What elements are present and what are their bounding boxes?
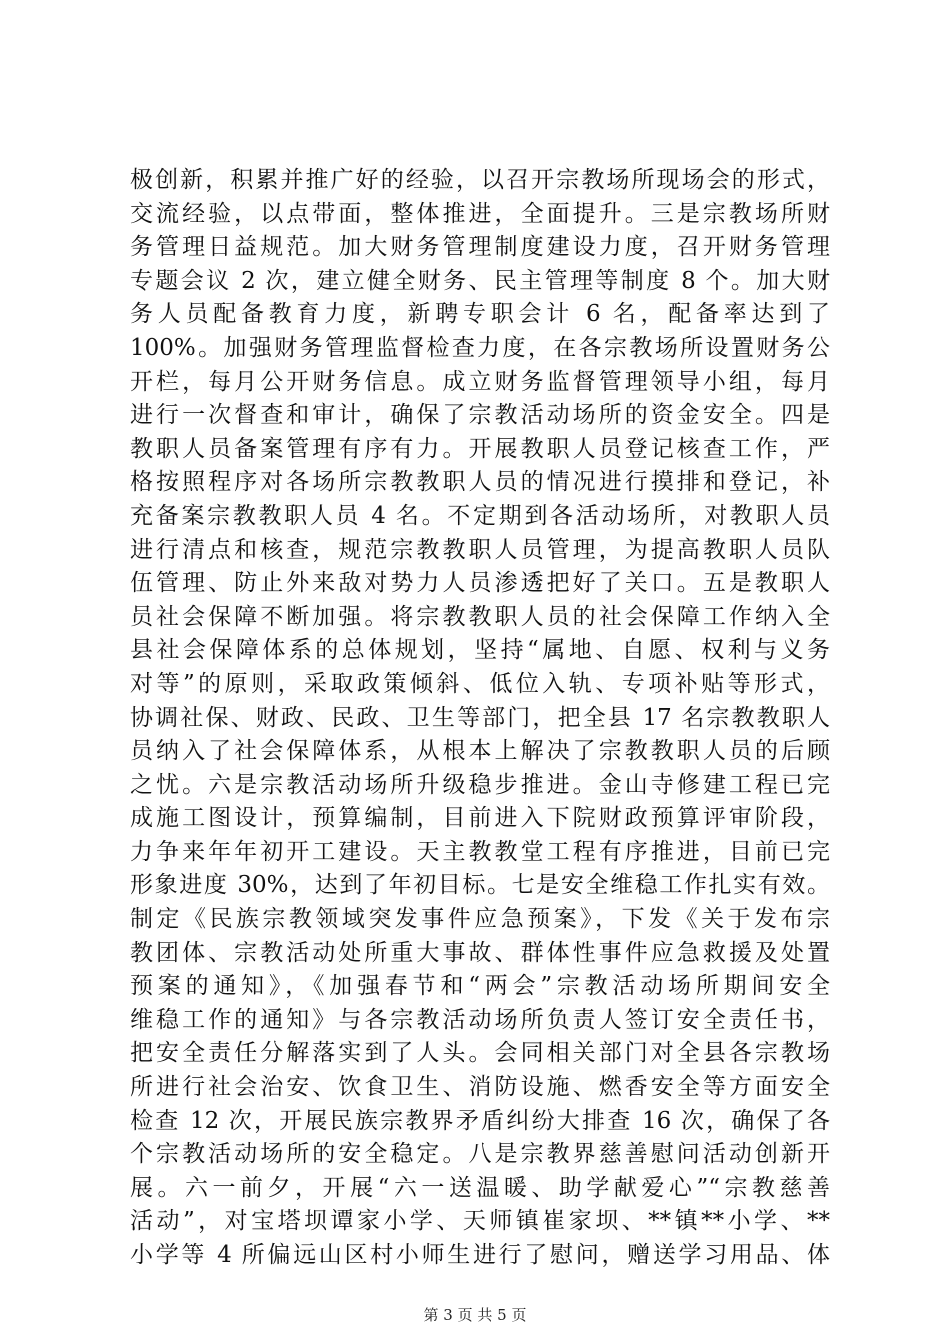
text-line: 协调社保、财政、民政、卫生等部门，把全县 17 名宗教教职人 [130,704,830,731]
text-line: 预案的通知》，《加强春节和“两会”宗教活动场所期间安全 [130,973,830,1000]
text-line: 之忧。六是宗教活动场所升级稳步推进。金山寺修建工程已完 [130,771,830,798]
text-line: 展。六一前夕，开展“六一送温暖、助学献爱心”“宗教慈善 [130,1174,830,1201]
text-line: 维稳工作的通知》与各宗教活动场所负责人签订安全责任书， [130,1006,830,1033]
text-line: 务人员配备教育力度，新聘专职会计 6 名，配备率达到了 [130,301,830,328]
text-line: 活动”，对宝塔坝谭家小学、天师镇崔家坝、**镇**小学、** [130,1208,830,1235]
text-line: 把安全责任分解落实到了人头。会同相关部门对全县各宗教场 [130,1040,830,1067]
text-line: 务管理日益规范。加大财务管理制度建设力度，召开财务管理 [130,234,830,261]
text-line: 教职人员备案管理有序有力。开展教职人员登记核查工作，严 [130,435,830,462]
text-line: 进行一次督查和审计，确保了宗教活动场所的资金安全。四是 [130,402,830,429]
text-line: 员社会保障不断加强。将宗教教职人员的社会保障工作纳入全 [130,603,830,630]
text-line: 检查 12 次，开展民族宗教界矛盾纠纷大排查 16 次，确保了各 [130,1107,830,1134]
text-line: 伍管理、防止外来敌对势力人员渗透把好了关口。五是教职人 [130,570,830,597]
text-line: 所进行社会治安、饮食卫生、消防设施、燃香安全等方面安全 [130,1074,830,1101]
text-line: 交流经验，以点带面，整体推进，全面提升。三是宗教场所财 [130,200,830,227]
text-line: 充备案宗教教职人员 4 名。不定期到各活动场所，对教职人员 [130,502,830,529]
text-line: 力争来年年初开工建设。天主教教堂工程有序推进，目前已完 [130,838,830,865]
text-line: 100%。加强财务管理监督检查力度，在各宗教场所设置财务公 [130,334,830,361]
text-line: 开栏，每月公开财务信息。成立财务监督管理领导小组，每月 [130,368,830,395]
text-line: 小学等 4 所偏远山区村小师生进行了慰问，赠送学习用品、体 [130,1242,830,1268]
text-line: 教团体、宗教活动处所重大事故、群体性事件应急救援及处置 [130,939,830,966]
text-line: 个宗教活动场所的安全稳定。八是宗教界慈善慰问活动创新开 [130,1141,830,1168]
text-line: 形象进度 30%，达到了年初目标。七是安全维稳工作扎实有效。 [130,872,830,899]
text-line: 专题会议 2 次，建立健全财务、民主管理等制度 8 个。加大财 [130,267,830,294]
text-line: 成施工图设计，预算编制，目前进入下院财政预算评审阶段， [130,805,830,832]
body-text [130,164,830,1273]
page-footer: 第 3 页 共 5 页 [423,1306,527,1324]
text-line: 进行清点和核查，规范宗教教职人员管理，为提高教职人员队 [130,536,830,563]
text-line: 县社会保障体系的总体规划，坚持“属地、自愿、权利与义务 [130,637,830,664]
text-line: 对等”的原则，采取政策倾斜、低位入轨、专项补贴等形式， [130,670,830,697]
text-line: 员纳入了社会保障体系，从根本上解决了宗教教职人员的后顾 [130,738,830,765]
text-line: 极创新，积累并推广好的经验，以召开宗教场所现场会的形式， [130,167,830,193]
text-line: 格按照程序对各场所宗教教职人员的情况进行摸排和登记，补 [130,469,830,496]
text-line: 制定《民族宗教领域突发事件应急预案》，下发《关于发布宗 [130,906,830,933]
